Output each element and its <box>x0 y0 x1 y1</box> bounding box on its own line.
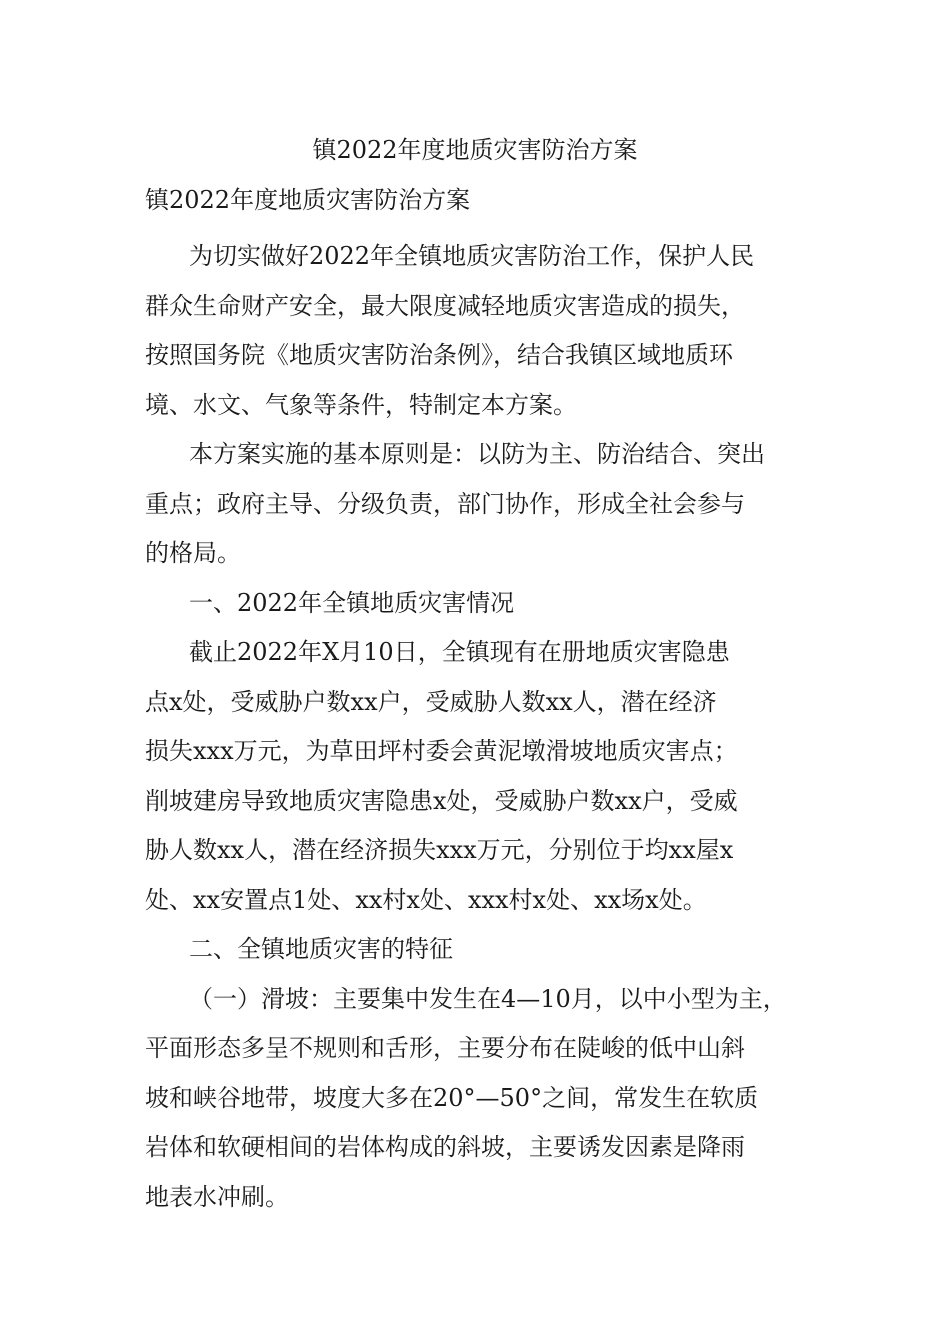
text-line: 点x处，受威胁户数xx户，受威胁人数xx人，潜在经济 <box>145 687 717 716</box>
text-line: 重点；政府主导、分级负责，部门协作，形成全社会参与 <box>145 489 745 518</box>
text-line: 胁人数xx人，潜在经济损失xxx万元，分别位于均xx屋x <box>145 836 734 864</box>
section-heading-2 <box>145 925 820 975</box>
text-line: 群众生命财产安全，最大限度减轻地质灾害造成的损失， <box>145 291 745 320</box>
text-line: 截止2022年X月10日，全镇现有在册地质灾害隐患 <box>189 638 730 666</box>
paragraph-situation <box>145 628 820 925</box>
text-line: 二、全镇地质灾害的特征 <box>189 935 453 963</box>
document-title: 镇2022年度地质灾害防治方案 <box>312 136 638 164</box>
document-subtitle: 镇2022年度地质灾害防治方案 <box>145 186 471 214</box>
text-line: 削坡建房导致地质灾害隐患x处，受威胁户数xx户，受威 <box>145 786 738 815</box>
text-line: 地表水冲刷。 <box>145 1182 289 1211</box>
text-line: 境、水文、气象等条件，特制定本方案。 <box>145 390 577 419</box>
text-line: 的格局。 <box>145 539 241 567</box>
text-line: 岩体和软硬相间的岩体构成的斜坡，主要诱发因素是降雨 <box>145 1133 745 1161</box>
paragraph-landslide <box>145 975 820 1223</box>
text-line: 为切实做好2022年全镇地质灾害防治工作，保护人民 <box>189 242 755 270</box>
text-line: 本方案实施的基本原则是：以防为主、防治结合、突出 <box>189 440 765 468</box>
text-line: 处、xx安置点1处、xx村x处、xxx村x处、xx场x处。 <box>145 885 707 914</box>
text-line: 坡和峡谷地带，坡度大多在20°—50°之间，常发生在软质 <box>145 1083 759 1112</box>
text-line: 按照国务院《地质灾害防治条例》，结合我镇区域地质环 <box>145 341 733 369</box>
paragraph-intro <box>145 232 820 430</box>
section-heading-1 <box>145 579 820 629</box>
paragraph-principles <box>145 430 820 579</box>
text-line: 损失xxx万元，为草田坪村委会黄泥墩滑坡地质灾害点； <box>145 737 738 765</box>
text-line: 平面形态多呈不规则和舌形，主要分布在陡峻的低中山斜 <box>145 1034 745 1062</box>
text-line: 一、2022年全镇地质灾害情况 <box>189 588 515 617</box>
text-line: （一）滑坡：主要集中发生在4—10月，以中小型为主， <box>189 984 787 1013</box>
document-body <box>145 182 820 1222</box>
